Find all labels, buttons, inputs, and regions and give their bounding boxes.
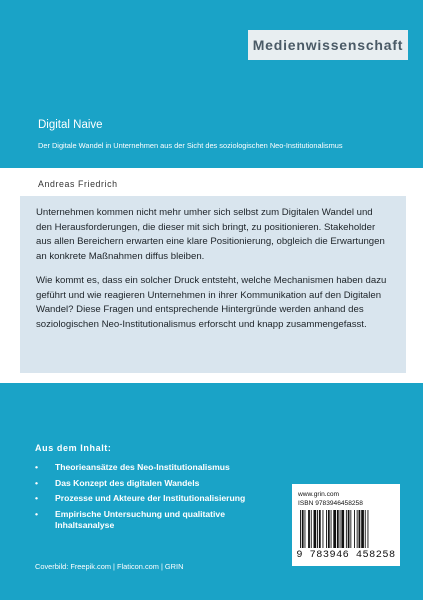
cover-credit: Coverbild: Freepik.com | Flaticon.com | GRIN bbox=[35, 562, 184, 571]
blurb-paragraph: Wie kommt es, dass ein solcher Druck entsteht, welche Mechanismen haben dazu geführt und wie reagieren Unternehmen in ihrer Kommunikation auf den Digitalen Wandel? Diese Fragen und entsprechende Hintergründe werden anhand des soziologischen Neo-Institutionalismus erforscht und knapp zusammengefasst. bbox=[36, 275, 387, 330]
barcode-number: 9 783946 458258 bbox=[296, 550, 396, 561]
bullet-icon: • bbox=[35, 508, 39, 519]
publisher-url: www.grin.com bbox=[298, 491, 340, 498]
bullet-icon: • bbox=[35, 477, 39, 488]
list-item bbox=[35, 462, 275, 474]
series-label: Medienwissenschaft bbox=[248, 30, 408, 60]
contents-list bbox=[35, 462, 275, 536]
bullet-icon: • bbox=[35, 493, 39, 503]
author-name: Andreas Friedrich bbox=[38, 179, 118, 189]
list-item-text: Prozesse und Akteure der Institutionalisierung bbox=[55, 493, 246, 503]
list-item-text: Empirische Untersuchung und qualitative Inhaltsanalyse bbox=[55, 508, 225, 530]
list-item-text: Theorieansätze des Neo-Institutionalismus bbox=[55, 462, 230, 472]
contents-heading: Aus dem Inhalt: bbox=[35, 443, 112, 453]
list-item bbox=[35, 478, 275, 490]
bullet-icon: • bbox=[35, 462, 39, 472]
list-item bbox=[35, 509, 275, 532]
blurb-box bbox=[20, 196, 406, 373]
book-title: Digital Naive bbox=[38, 119, 103, 131]
book-subtitle: Der Digitale Wandel in Unternehmen aus der Sicht des soziologischen Neo-Institutionalismus bbox=[38, 141, 343, 150]
list-item-text: Das Konzept des digitalen Wandels bbox=[55, 477, 200, 488]
isbn-text: ISBN 9783946458258 bbox=[298, 500, 363, 507]
list-item bbox=[35, 493, 275, 505]
barcode-icon bbox=[298, 510, 394, 548]
blurb-paragraph: Unternehmen kommen nicht mehr umher sich selbst zum Digitalen Wandel und den Herausforderungen, die dieser mit sich bringt, zu positionieren. Stakeholder aus allen Bereichern erwarten eine klare Positionierung, obgleich die Erwartungen an konkrete Maßnahmen diffus bleiben. bbox=[36, 207, 385, 262]
